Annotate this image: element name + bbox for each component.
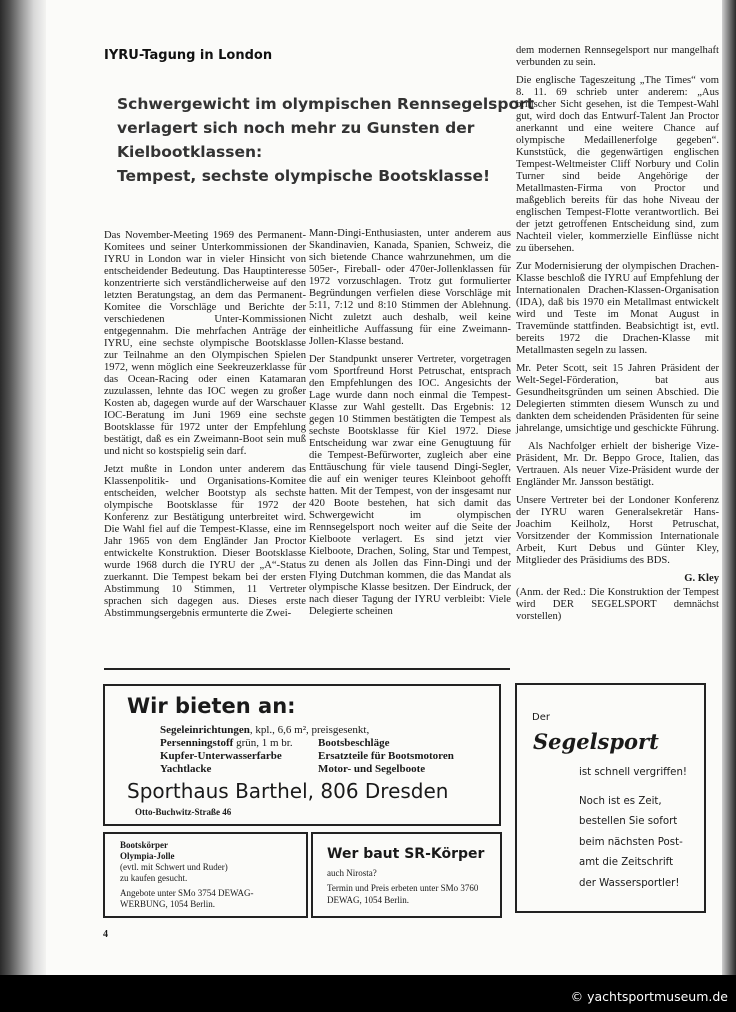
ad-offer: Angebote unter SMo 3754 DEWAG-WERBUNG, 1054 Berlin.	[120, 888, 254, 909]
paragraph: Die englische Tageszeitung „The Times“ vom 8. 11. 69 schrieb unter anderem: „Aus britischer Sicht gesehen, ist die Tempest-Wahl gut, wird doch das Entwurf-Talent Jan Proctor anerkannt und eine weitere Chance auf olympische Medaillenerfolge gegeben“. Kunststück, die gegenwärtigen englischen Tempest-Weltmeister Cliff Norbury und Colin Turner sind beide Angehörige der Metallmasten-Firma von Proctor und maßgeblich bereits für das hohe Niveau der englischen Tempest-Flotte verantwortlich. Bei der jetzt getroffenen Entscheidung sind, zum Nachteil vieler, kommerzielle Einflüsse nicht zu übersehen.	[516, 75, 719, 254]
ad-address: Otto-Buchwitz-Straße 46	[135, 807, 232, 817]
ad-line: beim nächsten Post-	[579, 836, 683, 848]
headline-line: verlagert sich noch mehr zu Gunsten der	[117, 119, 475, 137]
paragraph: Der Standpunkt unserer Vertreter, vorgetragen vom Sportfreund Horst Petruschat, entsprach den Empfehlungen des IOC. Angesichts der Lage wurde dann noch einmal die Tempest-Klasse zur Wahl gestellt. Das Ergebnis: 12 gegen 10 Stimmen bestätigten die Tempest als sechste Bootsklasse für Kiel 1972. Diese Entscheidung war zwar eine Genugtuung für die Tempest-Befürworter, zugleich aber eine Enttäuschung für viele tausend Dingi-Segler, die auf ein weniger teures Kleinboot gehofft hatten. Mit der Tempest, von der insgesamt nur 420 Boote bestehen, hat sich damit das Schwergewicht im olympischen Rennsegelsport noch weiter auf die Seite der Kielboote verlagert. Es sind jetzt vier Kielboote, Drachen, Soling, Star und Tempest, zu denen als Jollen das Finn-Dingi und der Flying Dutchman kommen, die das Mandat als olympische Klasse besitzen. Der Eindruck, der nach dieser Tagung der IYRU verbleibt: Viele Delegierte scheinen	[309, 354, 511, 617]
ad-bootskoerper	[103, 832, 308, 918]
ad-line: Noch ist es Zeit,	[579, 795, 662, 807]
product-item: Ersatzteile für Bootsmotoren	[318, 750, 454, 762]
ad-title: Wir bieten an:	[127, 694, 296, 718]
author-signature: G. Kley	[684, 573, 719, 584]
page-number: 4	[103, 929, 108, 940]
paragraph: Jetzt mußte in London unter anderem das Klassenpolitik- und Organisations-Komitee entscheiden, welcher Bootstyp als sechste olympische Bootsklasse für 1972 der Konferenz zur Bestätigung unterbreitet wird. Die Wahl fiel auf die Tempest-Klasse, eine im Jahr 1965 von dem Engländer Jan Proctor entwickelte Konstruktion. Dieser Bootsklasse wurde 1968 durch die IYRU der „A“-Status zuerkannt. Die Tempest bekam bei der ersten Abstimmung 10 Stimmen, 11 Vertreter sprachen sich dagegen aus. Dieses erste Abstimmungsergebnis ermunterte die Zwei-	[104, 464, 306, 619]
ad-line: bestellen Sie sofort	[579, 816, 678, 827]
paragraph: dem modernen Rennsegelsport nur mangelhaft verbunden zu sein.	[516, 45, 719, 68]
ad-title: Wer baut SR-Körper	[327, 846, 485, 862]
ad-offer: Termin und Preis erbeten unter SMo 3760 DEWAG, 1054 Berlin.	[327, 883, 479, 905]
ad-sr-koerper	[311, 832, 502, 918]
product-item: Segeleinrichtungen	[160, 724, 250, 736]
product-item: Bootsbeschläge	[318, 737, 390, 749]
paragraph: Unsere Vertreter bei der Londoner Konferenz der IYRU waren Generalsekretär Hans-Joachim Keilholz, Horst Petruschat, Vorsitzender der Kommission Internationale Arbeit, Kurt Debus und Günter Kley, Mitglieder des Präsidiums des BDS.	[516, 495, 719, 566]
ad-der: Der	[532, 712, 550, 723]
paragraph: Zur Modernisierung der olympischen Drachen-Klasse beschloß die IYRU auf Empfehlung der Internationalen Drachen-Klassen-Organisation (IDA), daß bis 1970 ein Metallmast entwickelt wird und Teste im Monat August in Travemünde stattfinden. Beabsichtigt ist, evtl. bereits 1972 die Drachen-Klasse mit Metallmasten segeln zu lassen.	[516, 261, 719, 356]
ad-line: der Wassersportler!	[579, 877, 680, 889]
paragraph: Mr. Peter Scott, seit 15 Jahren Präsident der Welt-Segel-Förderation, bat aus Gesundheitsgründen um seinen Abschied. Die Delegierten stimmten diesem Wunsch zu und dankten dem scheidenden Präsidenten für seine jahrelange, umsichtige und geschickte Führung.	[516, 363, 719, 434]
copyright-notice: © yachtsportmuseum.de	[570, 989, 728, 1004]
ad-segelsport	[515, 683, 706, 913]
product-item: Persenningstoff	[160, 737, 234, 749]
segelsport-logo: Segelsport	[533, 729, 659, 754]
ad-line: Olympia-Jolle	[120, 851, 175, 861]
headline-line: Schwergewicht im olympischen Rennsegelsport	[117, 95, 535, 113]
ad-line: ist schnell vergriffen!	[579, 767, 687, 778]
ad-sporthaus-barthel	[103, 684, 501, 826]
ad-line: (evtl. mit Schwert und Ruder)	[120, 862, 228, 872]
product-item: Yachtlacke	[160, 763, 212, 775]
product-detail: , kpl., 6,6 m², preisgesenkt,	[249, 724, 370, 736]
paragraph: Mann-Dingi-Enthusiasten, unter anderem aus Skandinavien, Kanada, Spanien, Schweiz, die sich bietende Chance wahrzunehmen, um die 505er-, Fireball- oder 470er-Jollenklassen für 1972 vorzuschlagen. Trotz gut formulierter Begründungen verfielen diese Vorschläge mit 5:11, 7:12 und 8:10 Stimmen der Ablehnung. Nicht zuletzt auch deshalb, weil keine einheitliche Auffassung für eine Zweimann-Jollen-Klasse bestand.	[309, 228, 511, 347]
editor-note: (Anm. der Red.: Die Konstruktion der Tempest wird DER SEGELSPORT demnächst vorstellen)	[516, 587, 719, 622]
ad-line: Bootskörper	[120, 840, 168, 850]
book-binding-edge	[722, 0, 736, 975]
column-divider-rule	[104, 668, 510, 670]
product-item: Motor- und Segelboote	[318, 763, 426, 775]
footer-bar	[0, 975, 736, 1012]
paragraph: Als Nachfolger erhielt der bisherige Vize-Präsident, Mr. Dr. Beppo Groce, Italien, das Vertrauen. Als neuer Vize-Präsident wurde der Engländer Mr. Jansson bestätigt.	[516, 441, 719, 488]
article-column-2	[309, 228, 511, 624]
section-kicker: IYRU-Tagung in London	[104, 48, 273, 63]
headline-line: Kielbootklassen:	[117, 143, 263, 161]
article-column-1	[104, 230, 306, 626]
book-gutter	[0, 0, 46, 975]
article-column-3	[516, 45, 719, 629]
ad-company-name: Sporthaus Barthel, 806 Dresden	[127, 779, 449, 803]
product-detail: grün, 1 m br.	[233, 737, 293, 749]
ad-product-list	[160, 724, 490, 776]
ad-subtitle: auch Nirosta?	[327, 868, 377, 878]
paragraph: Das November-Meeting 1969 des Permanent-Komitees und seiner Unterkommissionen der IYRU in London war in vieler Hinsicht von entscheidender Bedeutung. Das Hauptinteresse konzentrierte sich verständlicherweise auf den letzten Beratungstag, an dem das Permanent-Komitee die Vorschläge und Berichte der verschiedenen Unter-Kommissionen entgegennahm. Die mehrfachen Anträge der IYRU, eine sechste olympische Bootsklasse zur Teilnahme an den Olympischen Spielen 1972, wenn möglich eine Seekreuzerklasse für das Ocean-Racing oder einen Katamaran zuzulassen, lehnte das IOC wegen zu großer Kosten ab, dagegen wurde auf der Warschauer IOC-Beratung im Juni 1969 eine sechste Bootsklasse für 1972 unter der Empfehlung bestätigt, daß es ein Zweimann-Boot sein muß und nicht so kostspielig sein darf.	[104, 230, 306, 457]
headline-line: Tempest, sechste olympische Bootsklasse!	[117, 167, 491, 185]
ad-line: amt die Zeitschrift	[579, 857, 674, 868]
ad-line: zu kaufen gesucht.	[120, 873, 188, 883]
product-item: Kupfer-Unterwasserfarbe	[160, 750, 282, 762]
article-headline	[117, 92, 535, 188]
